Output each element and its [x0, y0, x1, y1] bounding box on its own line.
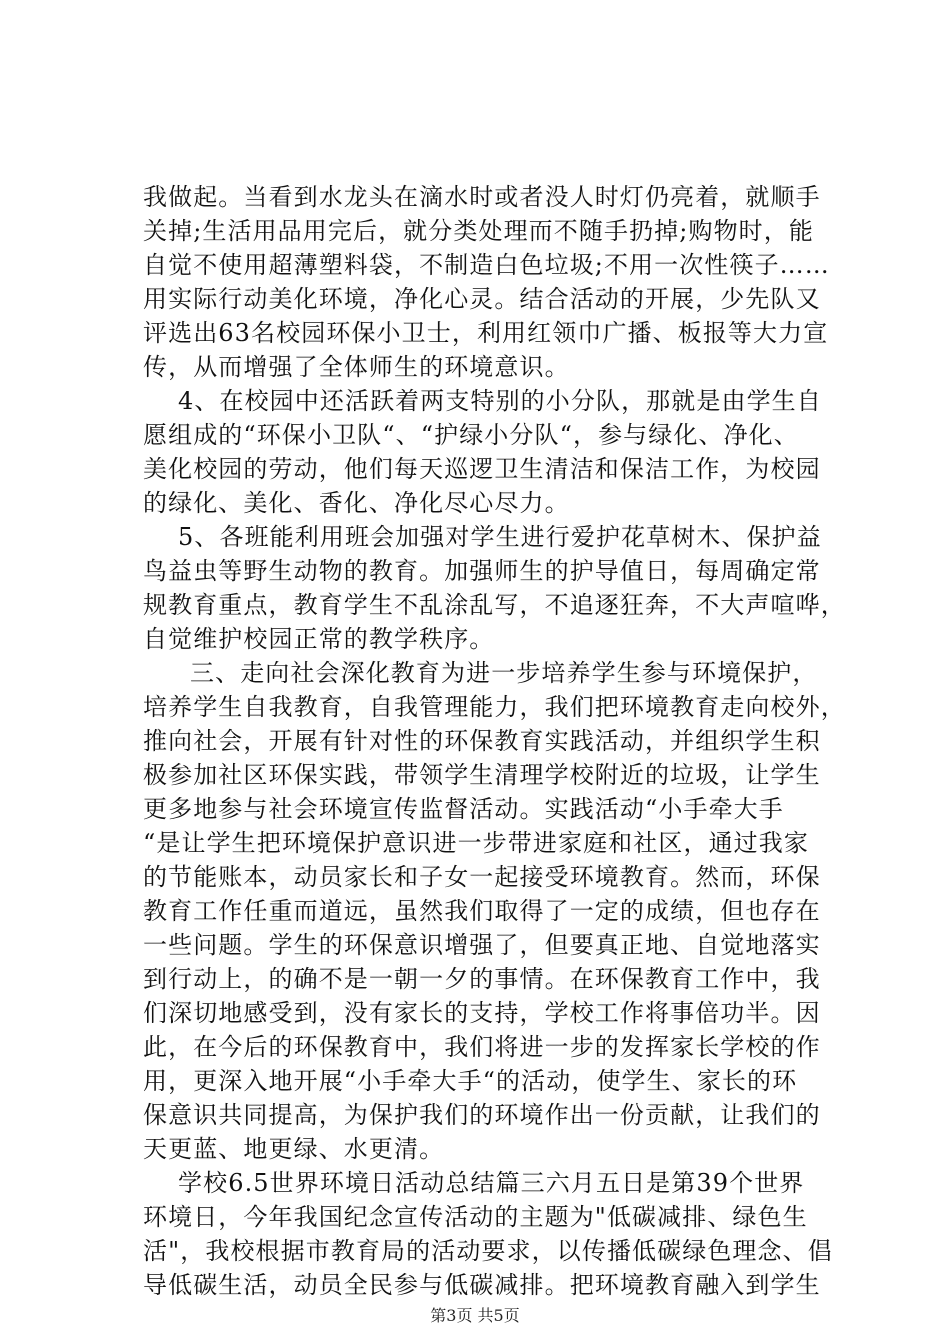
- text-line: “是让学生把环境保护意识进一步带进家庭和社区，通过我家: [143, 829, 809, 857]
- text-line: 自觉维护校园正常的教学秩序。: [143, 625, 495, 653]
- text-line: 导低碳生活，动员全民参与低碳减排。把环境教育融入到学生: [143, 1271, 821, 1299]
- text-line: 保意识共同提高，为保护我们的环境作出一份贡献，让我们的: [143, 1101, 821, 1129]
- text-line: 天更蓝、地更绿、水更清。: [143, 1135, 445, 1163]
- text-line: 我做起。当看到水龙头在滴水时或者没人时灯仍亮着，就顺手: [143, 183, 821, 211]
- paragraph-start-line: 5、各班能利用班会加强对学生进行爱护花草树木、保护益: [178, 523, 822, 551]
- text-line: 活"，我校根据市教育局的活动要求，以传播低碳绿色理念、倡: [143, 1237, 833, 1265]
- text-line: 鸟益虫等野生动物的教育。加强师生的护导值日，每周确定常: [143, 557, 821, 585]
- text-line: 用实际行动美化环境，净化心灵。结合活动的开展，少先队又: [143, 285, 821, 313]
- text-line: 自觉不使用超薄塑料袋，不制造白色垃圾;不用一次性筷子……: [143, 251, 830, 279]
- text-line: 的节能账本，动员家长和子女一起接受环境教育。然而，环保: [143, 863, 821, 891]
- text-line: 更多地参与社会环境宣传监督活动。实践活动“小手牵大手: [143, 795, 784, 823]
- paragraph-start-line: 学校6.5世界环境日活动总结篇三六月五日是第39个世界: [178, 1169, 805, 1197]
- text-line: 美化校园的劳动，他们每天巡逻卫生清洁和保洁工作，为校园: [143, 455, 821, 483]
- paragraph-start-line: 4、在校园中还活跃着两支特别的小分队，那就是由学生自: [178, 387, 822, 415]
- text-line: 到行动上，的确不是一朝一夕的事情。在环保教育工作中，我: [143, 965, 821, 993]
- text-line: 环境日，今年我国纪念宣传活动的主题为"低碳减排、绿色生: [143, 1203, 808, 1231]
- text-line: 推向社会，开展有针对性的环保教育实践活动，并组织学生积: [143, 727, 821, 755]
- text-line: 愿组成的“环保小卫队“、“护绿小分队“，参与绿化、净化、: [143, 421, 799, 449]
- text-line: 极参加社区环保实践，带领学生清理学校附近的垃圾，让学生: [143, 761, 821, 789]
- text-line: 一些问题。学生的环保意识增强了，但要真正地、自觉地落实: [143, 931, 821, 959]
- text-line: 评选出63名校园环保小卫士，利用红领巾广播、板报等大力宣: [143, 319, 829, 347]
- text-line: 此，在今后的环保教育中，我们将进一步的发挥家长学校的作: [143, 1033, 821, 1061]
- page-number-footer: 第3页 共5页: [430, 1306, 520, 1325]
- text-line: 关掉;生活用品用完后，就分类处理而不随手扔掉;购物时，能: [143, 217, 814, 245]
- text-line: 传，从而增强了全体师生的环境意识。: [143, 353, 570, 381]
- text-line: 的绿化、美化、香化、净化尽心尽力。: [143, 489, 570, 517]
- text-line: 培养学生自我教育，自我管理能力，我们把环境教育走向校外，: [143, 693, 846, 721]
- text-line: 用，更深入地开展“小手牵大手“的活动，使学生、家长的环: [143, 1067, 798, 1095]
- section-heading-line: 三、走向社会深化教育为进一步培养学生参与环境保护，: [190, 659, 818, 687]
- text-line: 们深切地感受到，没有家长的支持，学校工作将事倍功半。因: [143, 999, 821, 1027]
- text-line: 规教育重点，教育学生不乱涂乱写，不追逐狂奔，不大声喧哗，: [143, 591, 846, 619]
- text-line: 教育工作任重而道远，虽然我们取得了一定的成绩，但也存在: [143, 897, 821, 925]
